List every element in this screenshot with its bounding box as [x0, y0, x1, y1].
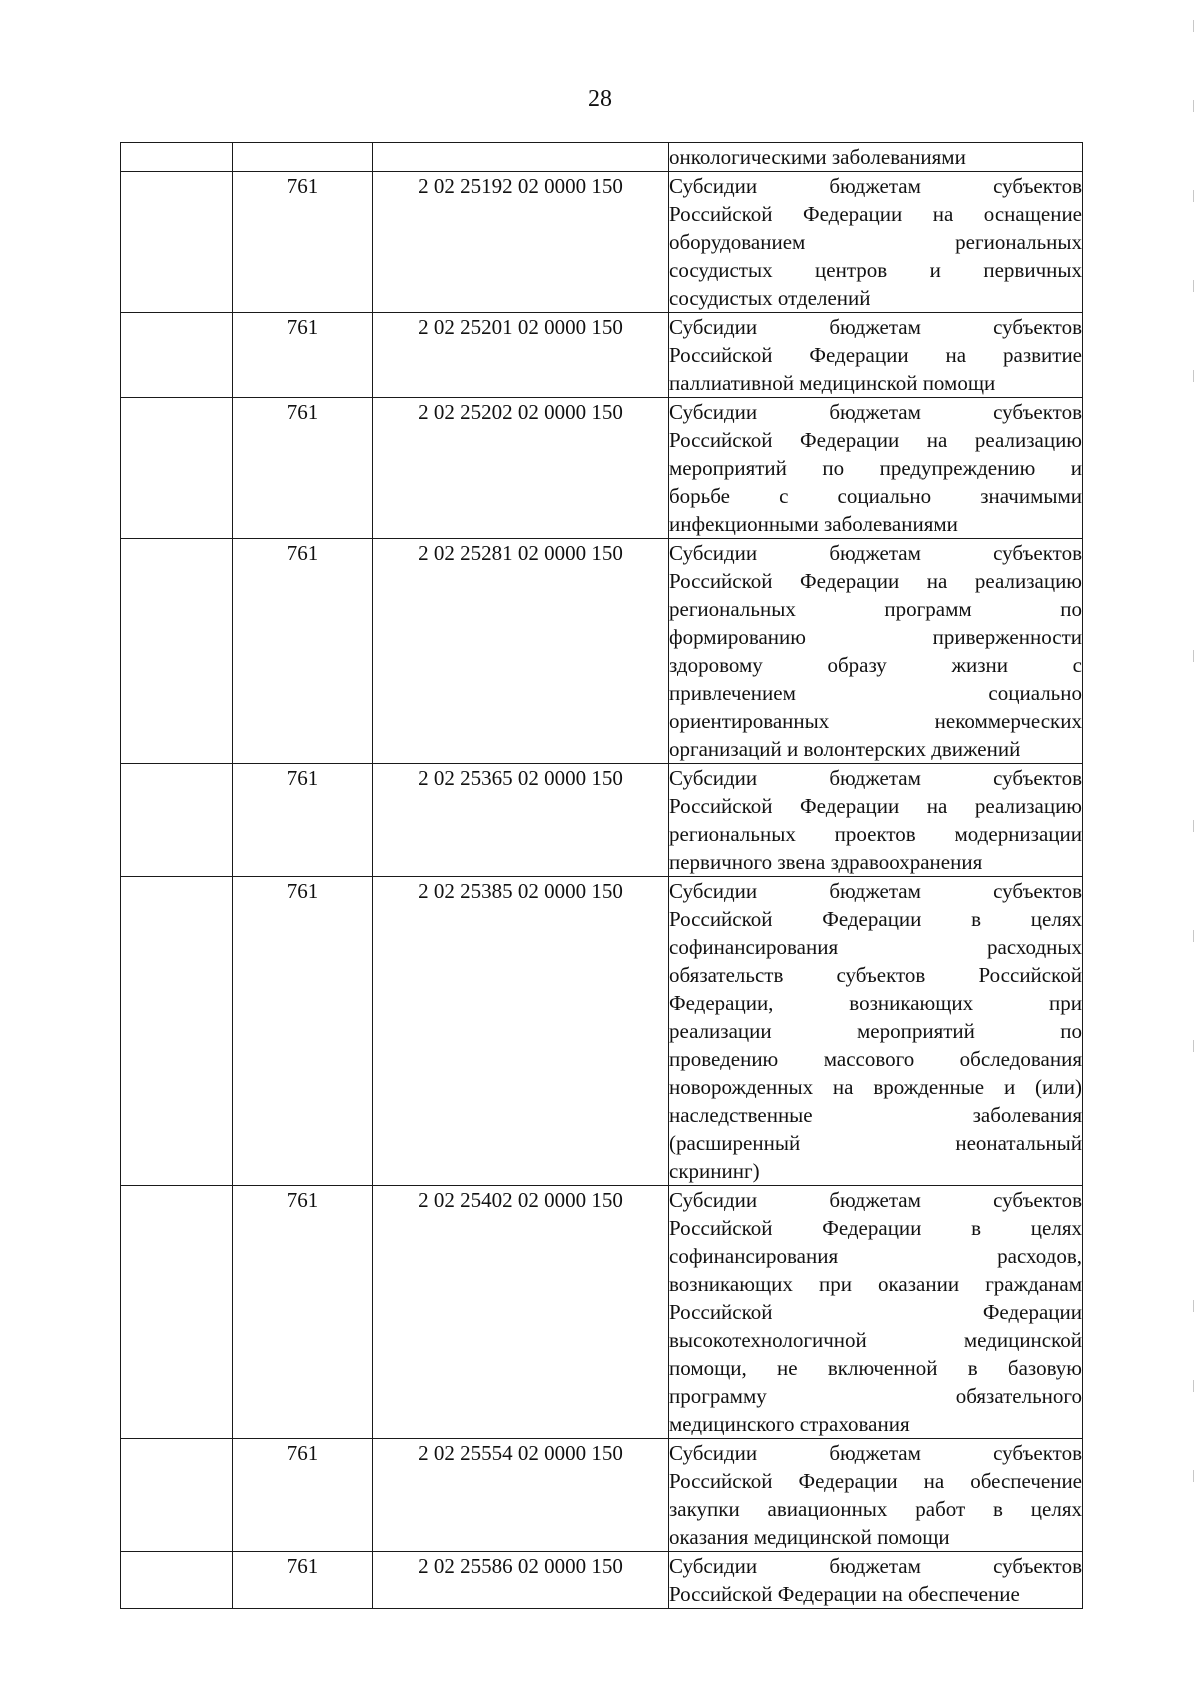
description-line: софинансирования расходных — [669, 935, 1082, 959]
description-line: оборудованием региональных — [669, 230, 1082, 254]
description-line: наследственные заболевания — [669, 1103, 1082, 1127]
scan-edge-mark — [1193, 100, 1194, 112]
description-cell — [669, 172, 1083, 313]
description-line: помощи, не включенной в базовую — [669, 1356, 1082, 1380]
description-line: (расширенный неонатальный — [669, 1131, 1082, 1155]
empty-cell — [121, 1439, 233, 1552]
description-line: Российской Федерации на реализацию — [669, 428, 1082, 452]
empty-cell — [121, 1186, 233, 1439]
description-line: Субсидии бюджетам субъектов — [669, 766, 1082, 790]
description-line: ориентированных некоммерческих — [669, 709, 1082, 733]
scan-edge-mark — [1193, 1380, 1194, 1392]
description-line: Субсидии бюджетам субъектов — [669, 1188, 1082, 1212]
budget-code-cell: 2 02 25281 02 0000 150 — [373, 539, 669, 764]
description-line: региональных проектов модернизации — [669, 822, 1082, 846]
description-line: сосудистых центров и первичных — [669, 258, 1082, 282]
scan-edge-mark — [1193, 370, 1194, 382]
description-cell — [669, 143, 1083, 172]
scan-edge-mark — [1193, 1040, 1194, 1052]
administrator-code-cell: 761 — [233, 539, 373, 764]
description-cell — [669, 539, 1083, 764]
administrator-code-cell: 761 — [233, 313, 373, 398]
description-line: Российской Федерации на реализацию — [669, 569, 1082, 593]
description-line: Российской Федерации на оснащение — [669, 202, 1082, 226]
description-line: Российской Федерации в целях — [669, 1216, 1082, 1240]
description-line: здоровому образу жизни с — [669, 653, 1082, 677]
description-line: реализации мероприятий по — [669, 1019, 1082, 1043]
description-cell — [669, 1439, 1083, 1552]
page-number: 28 — [588, 86, 612, 112]
budget-code-cell: 2 02 25365 02 0000 150 — [373, 764, 669, 877]
table-body — [121, 143, 1083, 1609]
description-line: новорожденных на врожденные и (или) — [669, 1075, 1082, 1099]
description-cell — [669, 764, 1083, 877]
description-line: Российской Федерации на обеспечение — [669, 1469, 1082, 1493]
administrator-code-cell: 761 — [233, 1186, 373, 1439]
description-line: медицинского страхования — [669, 1412, 910, 1436]
description-line: Российской Федерации в целях — [669, 907, 1082, 931]
table-row — [121, 764, 1083, 877]
empty-cell — [121, 877, 233, 1186]
scan-edge-mark — [1193, 1300, 1194, 1312]
description-line: софинансирования расходов, — [669, 1244, 1082, 1268]
budget-code-cell: 2 02 25202 02 0000 150 — [373, 398, 669, 539]
empty-cell — [121, 172, 233, 313]
description-line: борьбе с социально значимыми — [669, 484, 1082, 508]
description-cell — [669, 877, 1083, 1186]
empty-cell — [121, 143, 233, 172]
description-line: инфекционными заболеваниями — [669, 512, 958, 536]
description-line: Субсидии бюджетам субъектов — [669, 1554, 1082, 1578]
table-row — [121, 539, 1083, 764]
budget-code-cell: 2 02 25586 02 0000 150 — [373, 1552, 669, 1609]
description-line: Субсидии бюджетам субъектов — [669, 174, 1082, 198]
description-line: организаций и волонтерских движений — [669, 737, 1021, 761]
description-line: скрининг) — [669, 1159, 760, 1183]
description-line: Субсидии бюджетам субъектов — [669, 879, 1082, 903]
table-row — [121, 398, 1083, 539]
budget-code-cell: 2 02 25554 02 0000 150 — [373, 1439, 669, 1552]
scan-edge-mark — [1193, 930, 1194, 942]
administrator-code-cell: 761 — [233, 1439, 373, 1552]
description-line: Субсидии бюджетам субъектов — [669, 400, 1082, 424]
scan-edge-mark — [1193, 20, 1194, 32]
budget-code-cell — [373, 143, 669, 172]
description-line: паллиативной медицинской помощи — [669, 371, 996, 395]
description-line: Российской Федерации на реализацию — [669, 794, 1082, 818]
description-line: мероприятий по предупреждению и — [669, 456, 1082, 480]
description-cell — [669, 1552, 1083, 1609]
budget-code-cell: 2 02 25201 02 0000 150 — [373, 313, 669, 398]
table-row — [121, 313, 1083, 398]
description-line: возникающих при оказании гражданам — [669, 1272, 1082, 1296]
description-line: региональных программ по — [669, 597, 1082, 621]
description-line: Субсидии бюджетам субъектов — [669, 541, 1082, 565]
table-row — [121, 1186, 1083, 1439]
scan-edge-mark — [1193, 1470, 1194, 1482]
table-row — [121, 143, 1083, 172]
empty-cell — [121, 398, 233, 539]
description-line: онкологическими заболеваниями — [669, 145, 966, 169]
budget-classification-table — [120, 142, 1083, 1609]
description-line: оказания медицинской помощи — [669, 1525, 950, 1549]
budget-code-cell: 2 02 25192 02 0000 150 — [373, 172, 669, 313]
table-row — [121, 877, 1083, 1186]
administrator-code-cell: 761 — [233, 877, 373, 1186]
empty-cell — [121, 764, 233, 877]
description-line: программу обязательного — [669, 1384, 1082, 1408]
description-line: Российской Федерации — [669, 1300, 1082, 1324]
description-line: обязательств субъектов Российской — [669, 963, 1082, 987]
description-line: Российской Федерации на обеспечение — [669, 1582, 1020, 1606]
empty-cell — [121, 1552, 233, 1609]
administrator-code-cell — [233, 143, 373, 172]
description-cell — [669, 1186, 1083, 1439]
scan-edge-mark — [1193, 190, 1194, 202]
description-line: проведению массового обследования — [669, 1047, 1082, 1071]
budget-code-cell: 2 02 25402 02 0000 150 — [373, 1186, 669, 1439]
table-row — [121, 1552, 1083, 1609]
table-row — [121, 172, 1083, 313]
administrator-code-cell: 761 — [233, 1552, 373, 1609]
description-line: Субсидии бюджетам субъектов — [669, 1441, 1082, 1465]
administrator-code-cell: 761 — [233, 398, 373, 539]
description-line: Российской Федерации на развитие — [669, 343, 1082, 367]
administrator-code-cell: 761 — [233, 172, 373, 313]
description-line: первичного звена здравоохранения — [669, 850, 983, 874]
scan-edge-mark — [1193, 820, 1194, 832]
description-line: Федерации, возникающих при — [669, 991, 1082, 1015]
description-line: Субсидии бюджетам субъектов — [669, 315, 1082, 339]
scan-edge-mark — [1193, 650, 1194, 662]
description-line: сосудистых отделений — [669, 286, 871, 310]
administrator-code-cell: 761 — [233, 764, 373, 877]
description-line: формированию приверженности — [669, 625, 1082, 649]
description-line: закупки авиационных работ в целях — [669, 1497, 1082, 1521]
description-line: привлечением социально — [669, 681, 1082, 705]
budget-code-cell: 2 02 25385 02 0000 150 — [373, 877, 669, 1186]
scan-edge-mark — [1193, 280, 1194, 292]
description-line: высокотехнологичной медицинской — [669, 1328, 1082, 1352]
empty-cell — [121, 313, 233, 398]
description-cell — [669, 398, 1083, 539]
empty-cell — [121, 539, 233, 764]
description-cell — [669, 313, 1083, 398]
table-row — [121, 1439, 1083, 1552]
